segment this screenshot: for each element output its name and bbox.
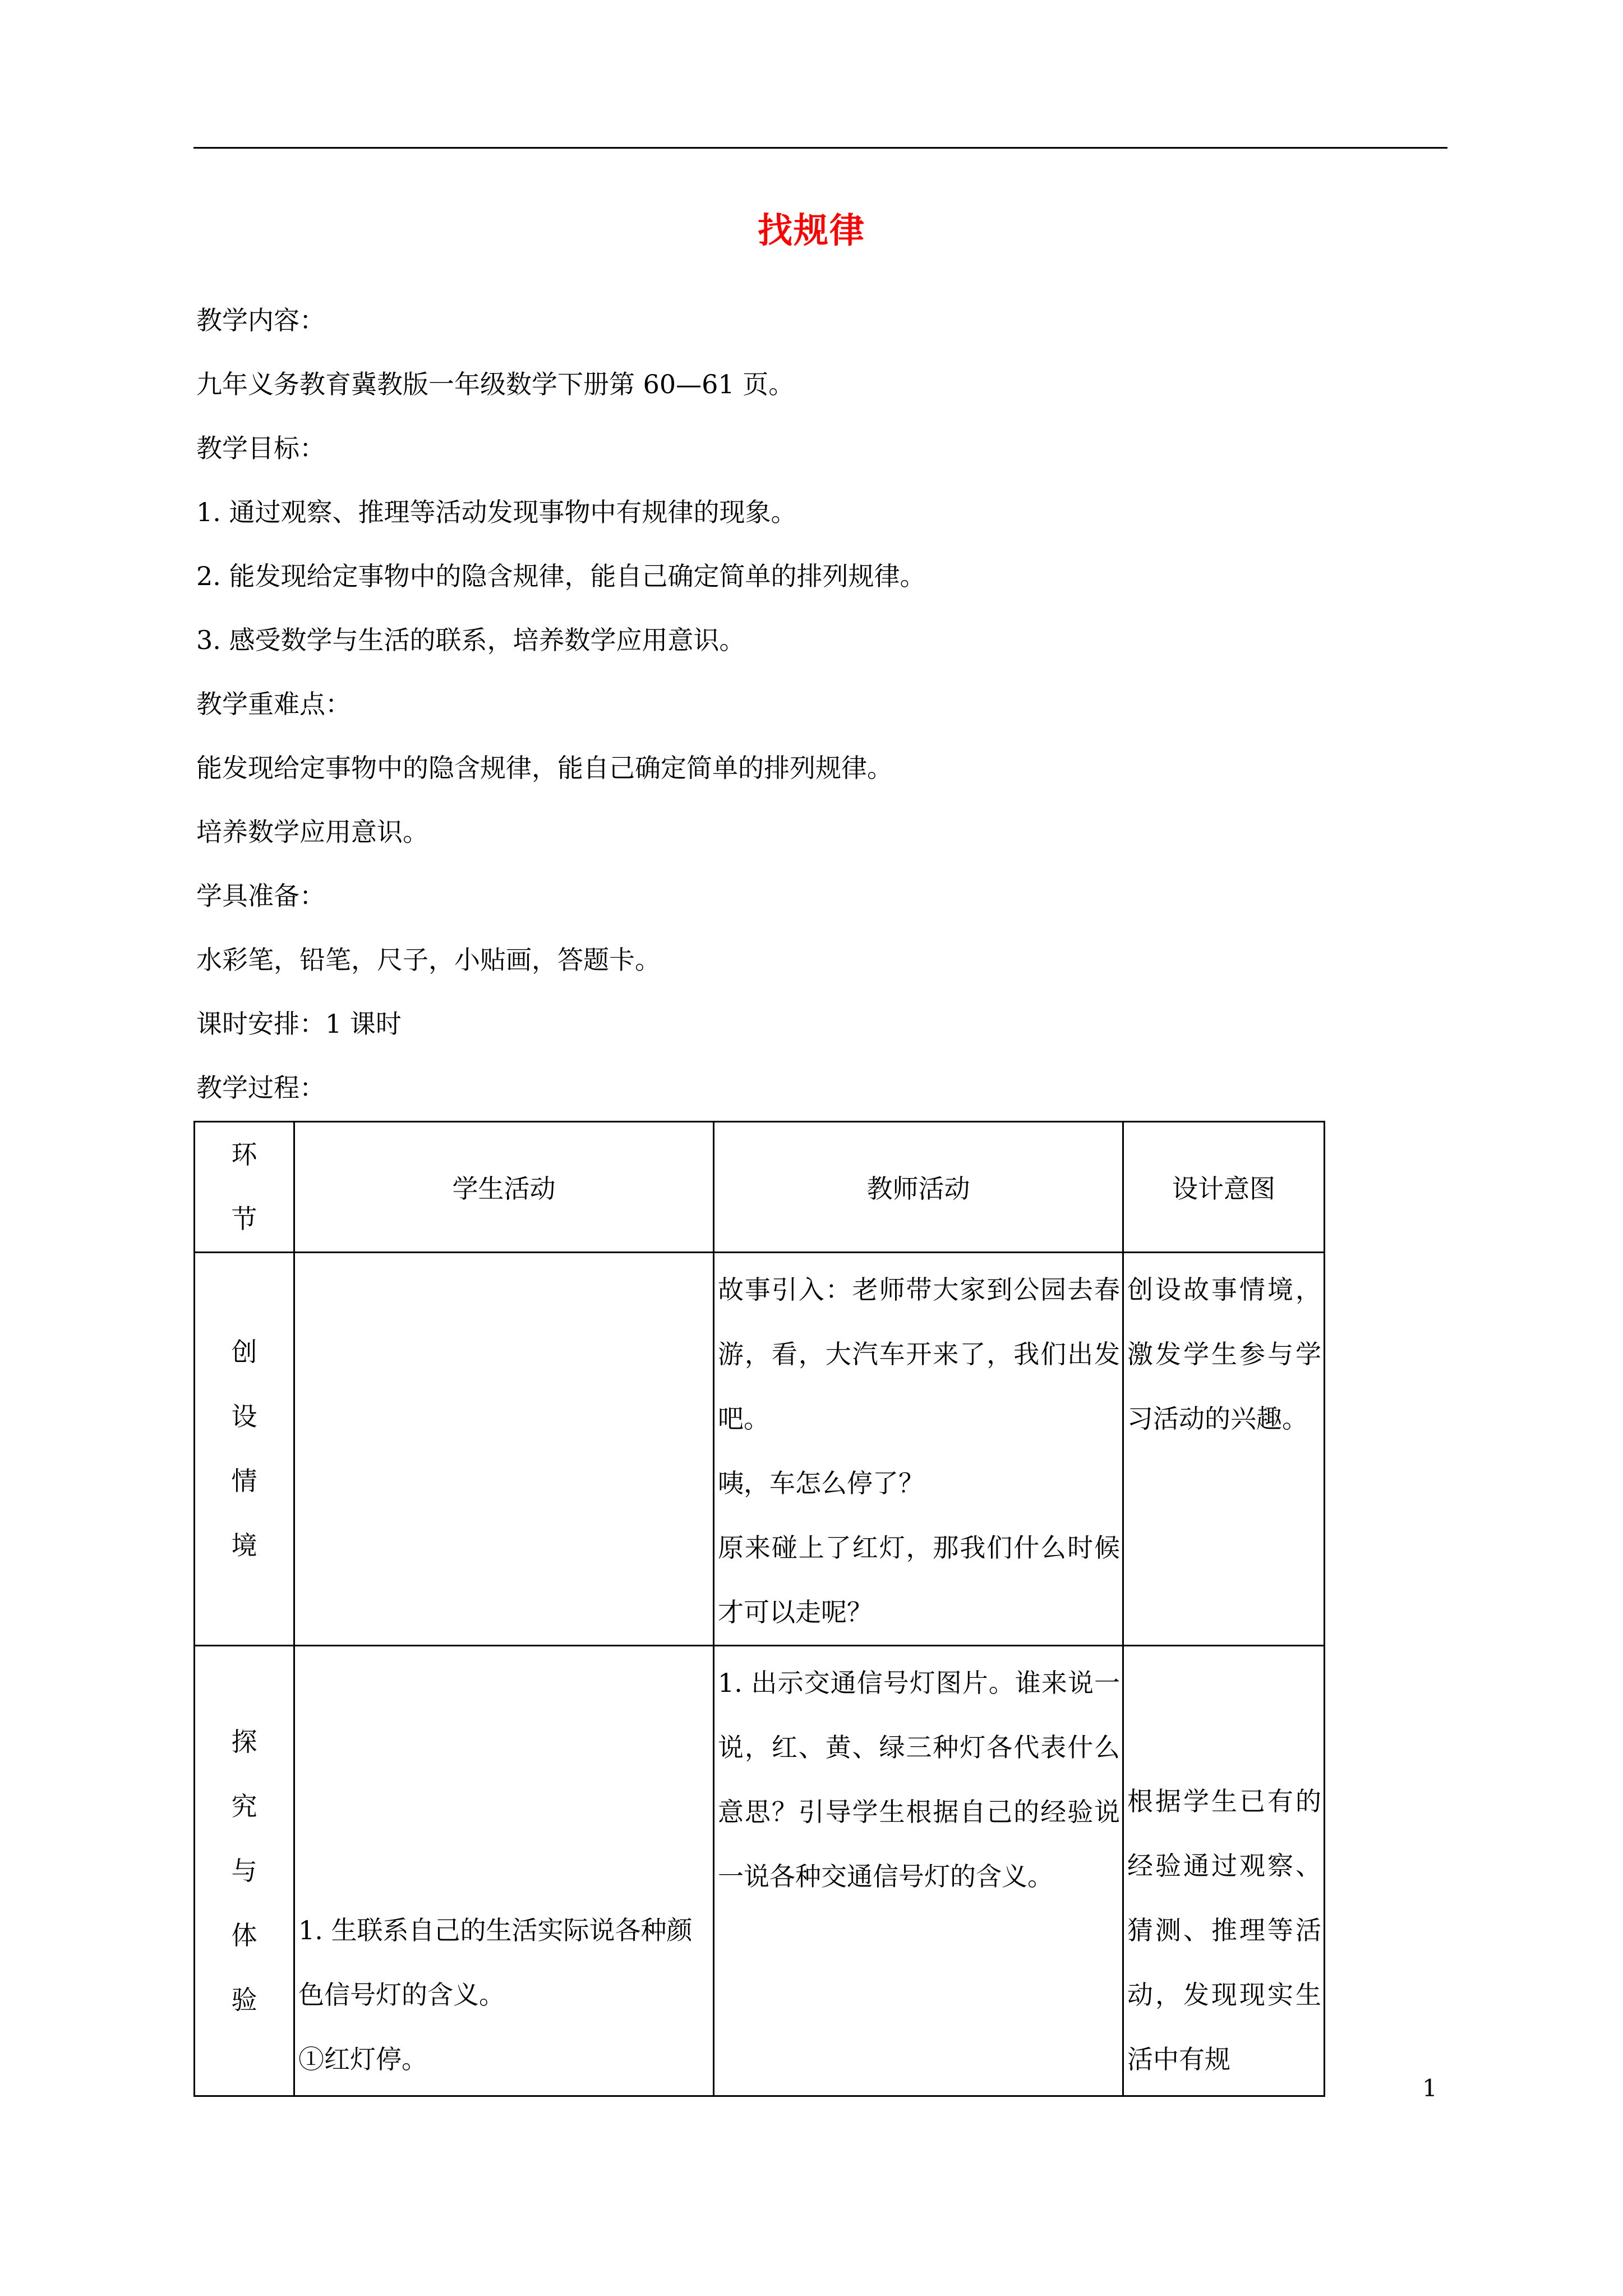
stage-cell <box>195 1253 294 1646</box>
stage-char: 探 <box>231 1726 257 1757</box>
teacher-activity-text: 1. 出示交通信号灯图片。谁来说一说，红、黄、绿三种灯各代表什么意思？引导学生根据自己的经验说一说各种交通信号灯的含义。 <box>718 1668 1120 1892</box>
design-intent-cell <box>1123 1253 1325 1646</box>
stage-char: 情 <box>231 1466 257 1496</box>
design-intent-text: 创设故事情境，激发学生参与学习活动的兴趣。 <box>1127 1274 1321 1434</box>
teacher-activity-cell <box>714 1646 1123 2096</box>
header-student-activity: 学生活动 <box>294 1122 714 1253</box>
schedule-text: 课时安排：1 课时 <box>196 1009 402 1039</box>
process-label: 教学过程： <box>196 1073 325 1103</box>
stage-char: 验 <box>231 1984 257 2015</box>
table-row <box>195 1253 1325 1646</box>
page-number: 1 <box>1422 2074 1437 2102</box>
goal-item-3: 3. 感受数学与生活的联系，培养数学应用意识。 <box>196 625 745 655</box>
design-intent-text: 根据学生已有的经验通过观察、猜测、推理等活动，发现现实生活中有规 <box>1127 1786 1321 2074</box>
content-label: 教学内容： <box>196 305 325 335</box>
header-stage <box>195 1122 294 1253</box>
header-teacher-activity: 教师活动 <box>714 1122 1123 1253</box>
stage-char: 体 <box>231 1920 257 1950</box>
header-rule <box>193 147 1447 149</box>
goal-item-1: 1. 通过观察、推理等活动发现事物中有规律的现象。 <box>196 497 797 527</box>
stage-cell <box>195 1646 294 2096</box>
stage-char: 境 <box>231 1530 257 1561</box>
teacher-activity-text: 故事引入：老师带大家到公园去春游，看，大汽车开来了，我们出发吧。 咦，车怎么停了？ 原来碰上了红灯，那我们什么时候才可以走呢？ <box>718 1274 1120 1627</box>
goals-label: 教学目标： <box>196 433 325 463</box>
student-activity-text: 1. 生联系自己的生活实际说各种颜色信号灯的含义。 ①红灯停。 <box>298 1915 693 2074</box>
materials-text: 水彩笔，铅笔，尺子，小贴画，答题卡。 <box>196 945 661 975</box>
table-row <box>195 1646 1325 2096</box>
header-design-intent: 设计意图 <box>1123 1122 1325 1253</box>
student-activity-cell <box>294 1646 714 2096</box>
stage-char: 究 <box>231 1791 257 1821</box>
stage-char: 设 <box>231 1401 257 1432</box>
student-activity-cell <box>294 1253 714 1646</box>
design-intent-cell <box>1123 1646 1325 2096</box>
content-text: 九年义务教育冀教版一年级数学下册第 60—61 页。 <box>196 369 795 399</box>
stage-char: 与 <box>231 1855 257 1886</box>
document-title: 找规律 <box>757 210 865 251</box>
header-stage-char: 环 <box>231 1139 257 1170</box>
teacher-activity-cell <box>714 1253 1123 1646</box>
materials-label: 学具准备： <box>196 881 325 911</box>
stage-char: 创 <box>231 1337 257 1367</box>
key-point-1: 能发现给定事物中的隐含规律，能自己确定简单的排列规律。 <box>196 753 893 783</box>
key-point-2: 培养数学应用意识。 <box>196 817 428 847</box>
key-points-label: 教学重难点： <box>196 689 351 719</box>
table-header-row <box>195 1122 1325 1253</box>
header-stage-char: 节 <box>231 1204 257 1234</box>
teaching-process-table <box>193 1121 1325 2097</box>
goal-item-2: 2. 能发现给定事物中的隐含规律，能自己确定简单的排列规律。 <box>196 561 926 591</box>
